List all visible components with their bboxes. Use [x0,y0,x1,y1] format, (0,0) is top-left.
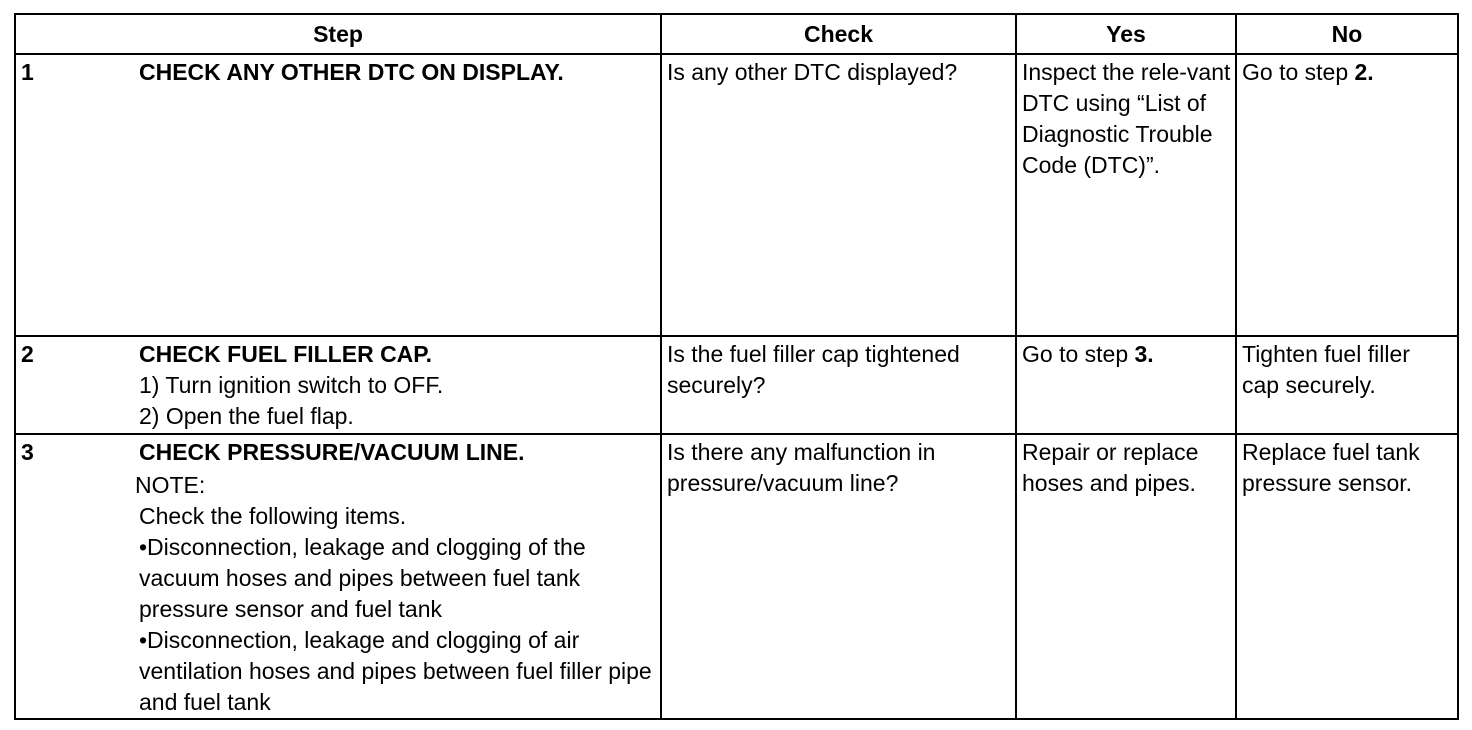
note-line: •Disconnection, leakage and clogging of air ventilation hoses and pipes between fuel filler pipe and fuel tank [139,627,652,715]
no-step-ref: 2. [1354,59,1374,85]
header-yes: Yes [1016,14,1236,54]
no-text [1237,55,1457,88]
no-prefix: Go to step [1242,59,1355,85]
substep: 1) Turn ignition switch to OFF. [139,372,444,398]
no-cell [1236,336,1458,434]
step-cell [15,54,661,336]
step-cell [15,434,661,719]
check-text: Is the fuel filler cap tightened securely? [667,341,960,398]
check-text: Is any other DTC displayed? [667,59,958,85]
check-text: Is there any malfunction in pressure/vacuum line? [667,439,936,496]
yes-step-ref: 3. [1134,341,1154,367]
yes-cell [1016,434,1236,719]
diagnostic-table [14,13,1459,720]
header-no: No [1236,14,1458,54]
no-cell [1236,434,1458,719]
yes-cell [1016,54,1236,336]
yes-text: Repair or replace hoses and pipes. [1022,439,1199,496]
table-row [15,54,1458,336]
step-number: 2 [21,341,34,367]
check-cell [661,434,1016,719]
yes-text [1017,337,1235,370]
table-row [15,434,1458,719]
step-title: CHECK ANY OTHER DTC ON DISPLAY. [139,59,564,85]
note-label: NOTE: [135,472,206,498]
table-row [15,336,1458,434]
no-cell [1236,54,1458,336]
header-check: Check [661,14,1016,54]
note-line: Check the following items. [139,503,407,529]
step-title: CHECK FUEL FILLER CAP. [139,341,433,367]
step-cell [15,336,661,434]
no-text: Tighten fuel filler cap securely. [1242,341,1410,398]
substep: 2) Open the fuel flap. [139,403,354,429]
step-title: CHECK PRESSURE/VACUUM LINE. [139,439,525,465]
check-cell [661,54,1016,336]
header-row [15,14,1458,54]
note-line: •Disconnection, leakage and clogging of the vacuum hoses and pipes between fuel tank pressure sensor and fuel tank [139,534,586,622]
no-text: Replace fuel tank pressure sensor. [1242,439,1420,496]
check-cell [661,336,1016,434]
step-number: 1 [21,59,34,85]
header-step: Step [15,14,661,54]
yes-cell [1016,336,1236,434]
yes-prefix: Go to step [1022,341,1135,367]
yes-text: Inspect the rele-vant DTC using “List of Diagnostic Trouble Code (DTC)”. [1022,59,1231,178]
step-number: 3 [21,439,34,465]
